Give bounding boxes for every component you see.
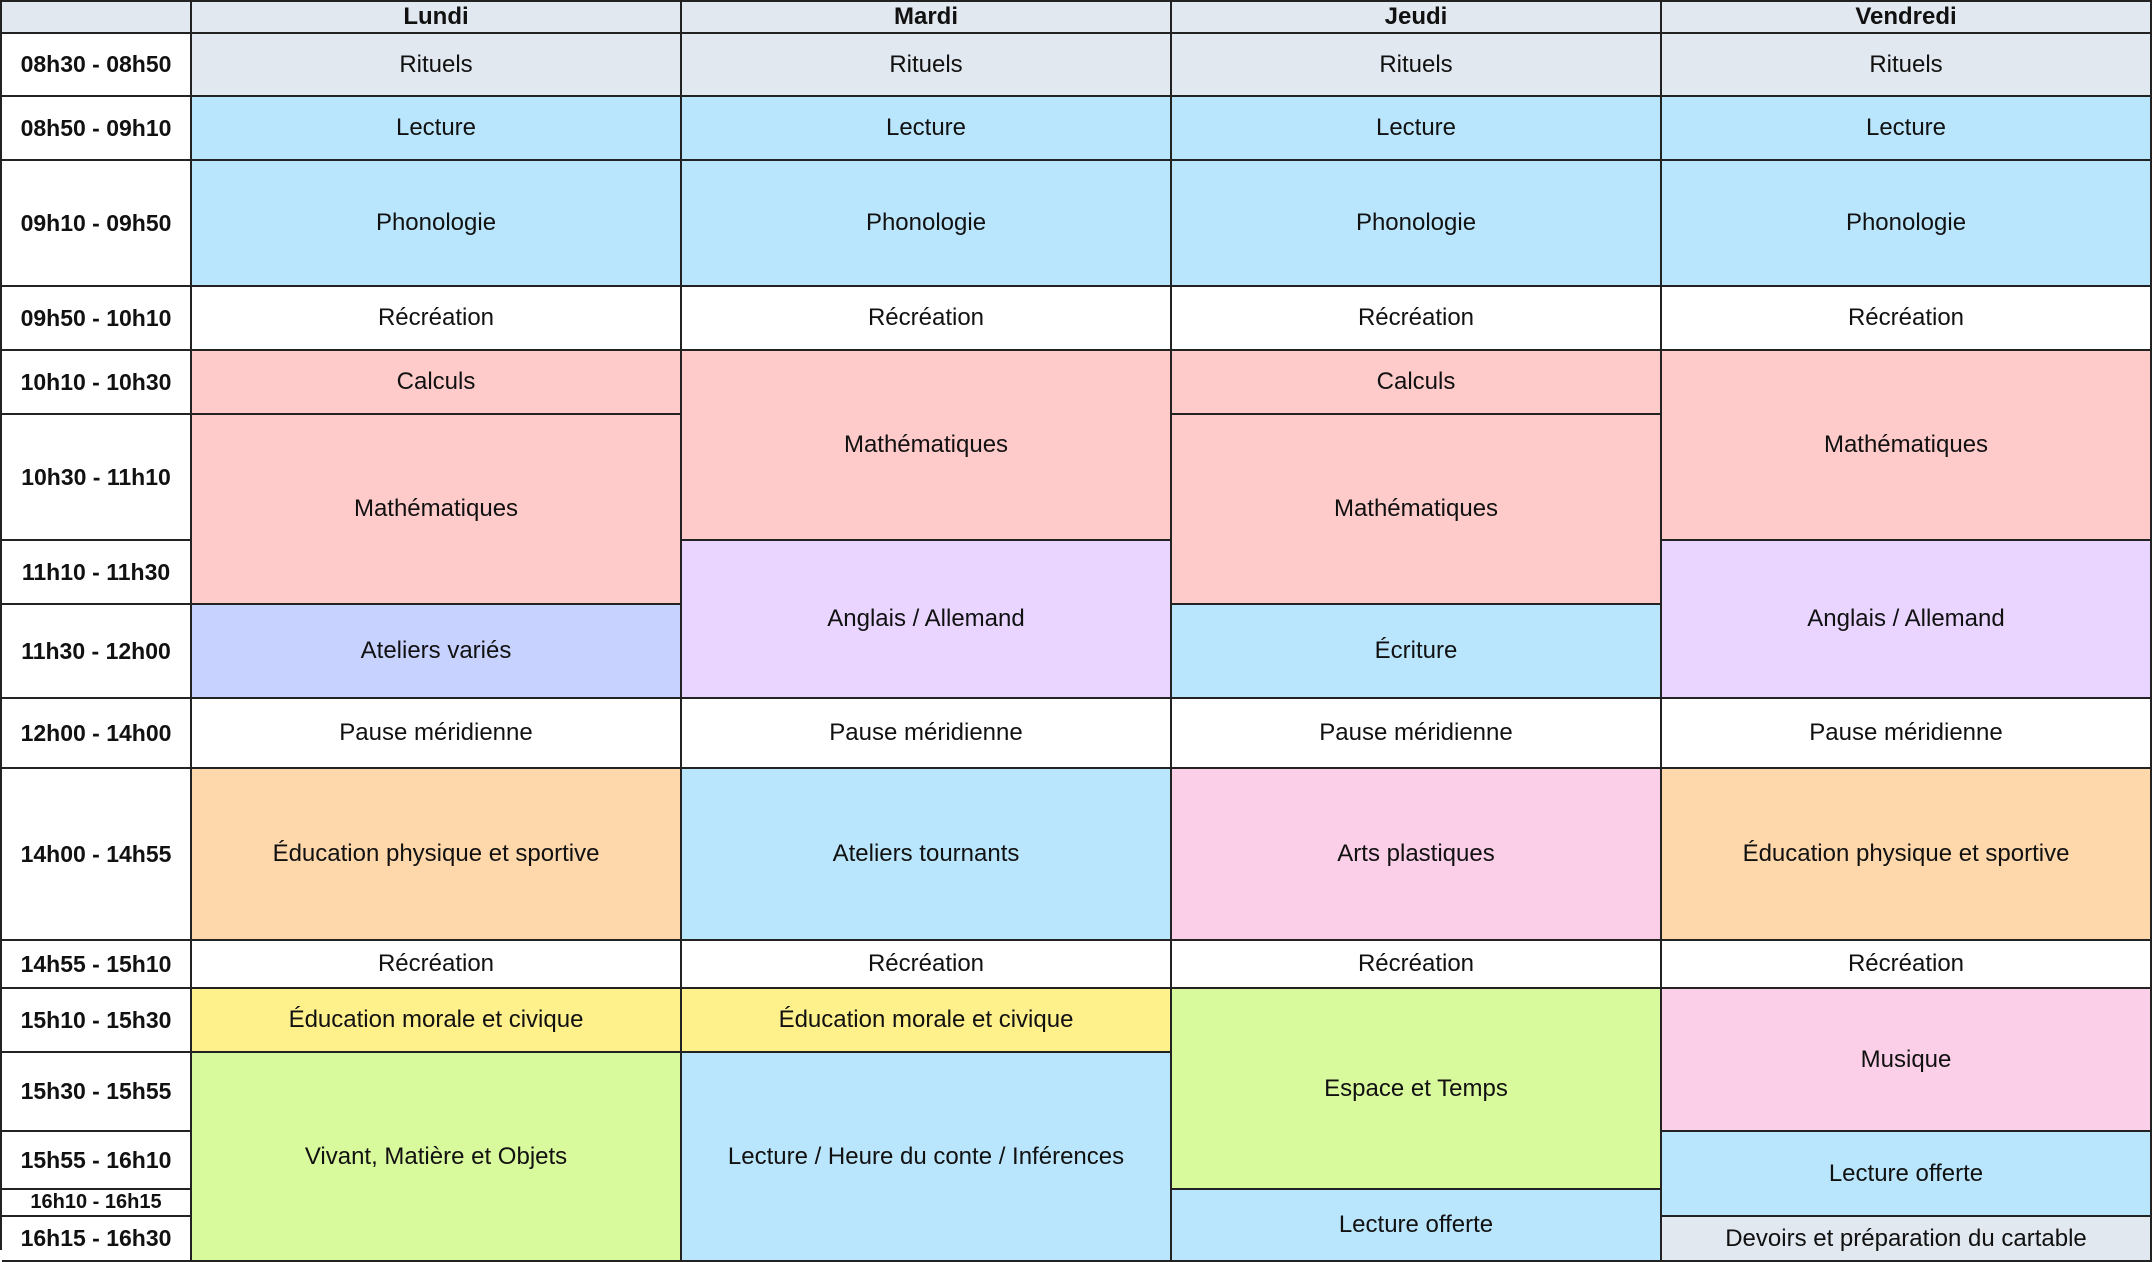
lesson-cell: Écriture — [1172, 605, 1662, 699]
lesson-cell: Éducation physique et sportive — [192, 769, 682, 941]
lesson-cell: Calculs — [1172, 351, 1662, 415]
time-slot: 10h30 - 11h10 — [2, 415, 192, 541]
lesson-cell: Phonologie — [192, 161, 682, 287]
lesson-cell: Lecture / Heure du conte / Inférences — [682, 1053, 1172, 1262]
lesson-cell: Phonologie — [1172, 161, 1662, 287]
lesson-cell: Musique — [1662, 989, 2152, 1132]
lesson-cell: Mathématiques — [192, 415, 682, 605]
time-slot: 14h00 - 14h55 — [2, 769, 192, 941]
lesson-cell: Mathématiques — [1172, 415, 1662, 605]
lesson-cell: Anglais / Allemand — [682, 541, 1172, 699]
lesson-cell: Éducation morale et civique — [682, 989, 1172, 1053]
lesson-cell: Lecture — [1662, 97, 2152, 161]
time-slot: 16h15 - 16h30 — [2, 1217, 192, 1262]
lesson-cell: Lecture — [1172, 97, 1662, 161]
lesson-cell: Récréation — [1662, 287, 2152, 351]
lesson-cell: Arts plastiques — [1172, 769, 1662, 941]
lesson-cell: Calculs — [192, 351, 682, 415]
time-slot: 08h30 - 08h50 — [2, 34, 192, 97]
lesson-cell: Pause méridienne — [1172, 699, 1662, 769]
day-header-mardi: Mardi — [682, 2, 1172, 34]
lesson-cell: Ateliers variés — [192, 605, 682, 699]
lesson-cell: Devoirs et préparation du cartable — [1662, 1217, 2152, 1262]
day-header-vendredi: Vendredi — [1662, 2, 2152, 34]
lesson-cell: Lecture offerte — [1662, 1132, 2152, 1217]
time-slot: 16h10 - 16h15 — [2, 1190, 192, 1217]
lesson-cell: Récréation — [1172, 941, 1662, 989]
time-slot: 11h10 - 11h30 — [2, 541, 192, 605]
lesson-cell: Phonologie — [1662, 161, 2152, 287]
lesson-cell: Pause méridienne — [682, 699, 1172, 769]
time-slot: 11h30 - 12h00 — [2, 605, 192, 699]
time-slot: 15h10 - 15h30 — [2, 989, 192, 1053]
lesson-cell: Éducation physique et sportive — [1662, 769, 2152, 941]
lesson-cell: Espace et Temps — [1172, 989, 1662, 1190]
lesson-cell: Éducation morale et civique — [192, 989, 682, 1053]
lesson-cell: Lecture offerte — [1172, 1190, 1662, 1262]
lesson-cell: Récréation — [682, 287, 1172, 351]
lesson-cell: Récréation — [1662, 941, 2152, 989]
lesson-cell: Lecture — [192, 97, 682, 161]
lesson-cell: Phonologie — [682, 161, 1172, 287]
lesson-cell: Mathématiques — [1662, 351, 2152, 541]
time-slot: 10h10 - 10h30 — [2, 351, 192, 415]
lesson-cell: Pause méridienne — [1662, 699, 2152, 769]
lesson-cell: Rituels — [1172, 34, 1662, 97]
lesson-cell: Rituels — [192, 34, 682, 97]
lesson-cell: Rituels — [1662, 34, 2152, 97]
lesson-cell: Pause méridienne — [192, 699, 682, 769]
lesson-cell: Anglais / Allemand — [1662, 541, 2152, 699]
lesson-cell: Récréation — [682, 941, 1172, 989]
lesson-cell: Ateliers tournants — [682, 769, 1172, 941]
time-slot: 09h50 - 10h10 — [2, 287, 192, 351]
time-slot: 14h55 - 15h10 — [2, 941, 192, 989]
time-slot: 15h30 - 15h55 — [2, 1053, 192, 1132]
time-slot: 15h55 - 16h10 — [2, 1132, 192, 1190]
time-slot: 08h50 - 09h10 — [2, 97, 192, 161]
lesson-cell: Rituels — [682, 34, 1172, 97]
lesson-cell: Mathématiques — [682, 351, 1172, 541]
day-header-jeudi: Jeudi — [1172, 2, 1662, 34]
lesson-cell: Lecture — [682, 97, 1172, 161]
time-slot: 09h10 - 09h50 — [2, 161, 192, 287]
corner-cell — [2, 2, 192, 34]
lesson-cell: Récréation — [192, 941, 682, 989]
time-slot: 12h00 - 14h00 — [2, 699, 192, 769]
lesson-cell: Récréation — [192, 287, 682, 351]
lesson-cell: Vivant, Matière et Objets — [192, 1053, 682, 1262]
day-header-lundi: Lundi — [192, 2, 682, 34]
lesson-cell: Récréation — [1172, 287, 1662, 351]
